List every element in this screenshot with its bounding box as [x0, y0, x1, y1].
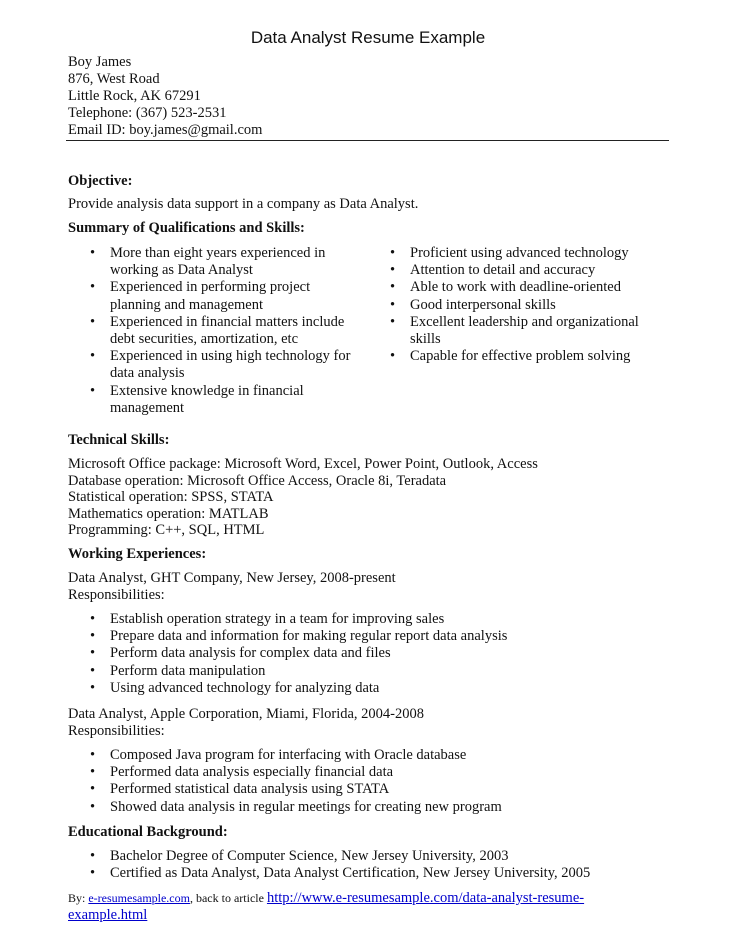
education-list [68, 848, 668, 882]
technical-line: Mathematics operation: MATLAB [68, 505, 269, 522]
list-item: • Composed Java program for interfacing with Oracle database [68, 747, 668, 764]
summary-right-column [368, 245, 668, 365]
contact-email: Email ID: boy.james@gmail.com [68, 122, 263, 138]
document-title: Data Analyst Resume Example [250, 28, 486, 47]
technical-line: Statistical operation: SPSS, STATA [68, 489, 274, 506]
contact-block [68, 54, 262, 139]
responsibilities-label: Responsibilities: [68, 722, 165, 739]
list-item: • Excellent leadership and organizational skills [368, 314, 668, 348]
list-item: • Certified as Data Analyst, Data Analyst Certification, New Jersey University, 2005 [68, 865, 668, 882]
contact-telephone: Telephone: (367) 523-2531 [68, 105, 227, 121]
list-item: • Experienced in using high technology for data analysis [68, 348, 358, 382]
list-item: • Performed data analysis especially financial data [68, 764, 668, 781]
footer [68, 890, 628, 924]
list-item: • Showed data analysis in regular meetings for creating new program [68, 799, 668, 816]
list-item: • More than eight years experienced in working as Data Analyst [68, 245, 358, 279]
footer-middle-text: , back to article [189, 891, 267, 905]
job-title: Data Analyst, GHT Company, New Jersey, 2008-present [68, 570, 396, 586]
job-1-responsibilities [68, 611, 668, 697]
contact-address: 876, West Road [68, 71, 160, 87]
list-item: • Experienced in performing project planning and management [68, 279, 358, 313]
list-item: • Perform data analysis for complex data and files [68, 645, 668, 662]
list-item: • Prepare data and information for making regular report data analysis [68, 628, 668, 645]
contact-name: Boy James [68, 54, 132, 70]
responsibilities-label: Responsibilities: [68, 586, 165, 603]
summary-left-column [68, 245, 358, 417]
list-item: • Extensive knowledge in financial management [68, 383, 358, 417]
technical-line: Database operation: Microsoft Office Access, Oracle 8i, Teradata [68, 472, 447, 489]
list-item: • Establish operation strategy in a team for improving sales [68, 611, 668, 628]
list-item: • Experienced in financial matters include debt securities, amortization, etc [68, 314, 358, 348]
footer-by-label: By: [68, 891, 89, 905]
technical-line: Microsoft Office package: Microsoft Word, Excel, Power Point, Outlook, Access [68, 456, 538, 472]
technical-heading: Technical Skills: [68, 432, 170, 448]
job-1-header [68, 570, 396, 603]
article-link[interactable]: http://www.e-resumesample.com/data-analyst-resume-example.html [68, 890, 585, 923]
job-2-responsibilities [68, 747, 668, 816]
list-item: • Using advanced technology for analyzing data [68, 680, 668, 697]
objective-heading: Objective: [68, 173, 133, 189]
list-item: • Attention to detail and accuracy [368, 262, 668, 279]
list-item: • Able to work with deadline-oriented [368, 279, 668, 296]
summary-heading: Summary of Qualifications and Skills: [68, 220, 305, 236]
job-2-header [68, 706, 424, 739]
technical-lines [68, 456, 538, 539]
list-item: • Good interpersonal skills [368, 297, 668, 314]
experience-heading: Working Experiences: [68, 546, 207, 562]
header-divider [66, 140, 669, 141]
list-item: • Bachelor Degree of Computer Science, New Jersey University, 2003 [68, 848, 668, 865]
technical-line: Programming: C++, SQL, HTML [68, 522, 265, 539]
education-heading: Educational Background: [68, 824, 228, 840]
job-title: Data Analyst, Apple Corporation, Miami, Florida, 2004-2008 [68, 706, 425, 722]
list-item: • Perform data manipulation [68, 663, 668, 680]
site-link[interactable]: e-resumesample.com [88, 891, 190, 905]
list-item: • Capable for effective problem solving [368, 348, 668, 365]
list-item: • Proficient using advanced technology [368, 245, 668, 262]
objective-text: Provide analysis data support in a company as Data Analyst. [68, 196, 419, 212]
list-item: • Performed statistical data analysis using STATA [68, 781, 668, 798]
contact-city: Little Rock, AK 67291 [68, 88, 201, 104]
